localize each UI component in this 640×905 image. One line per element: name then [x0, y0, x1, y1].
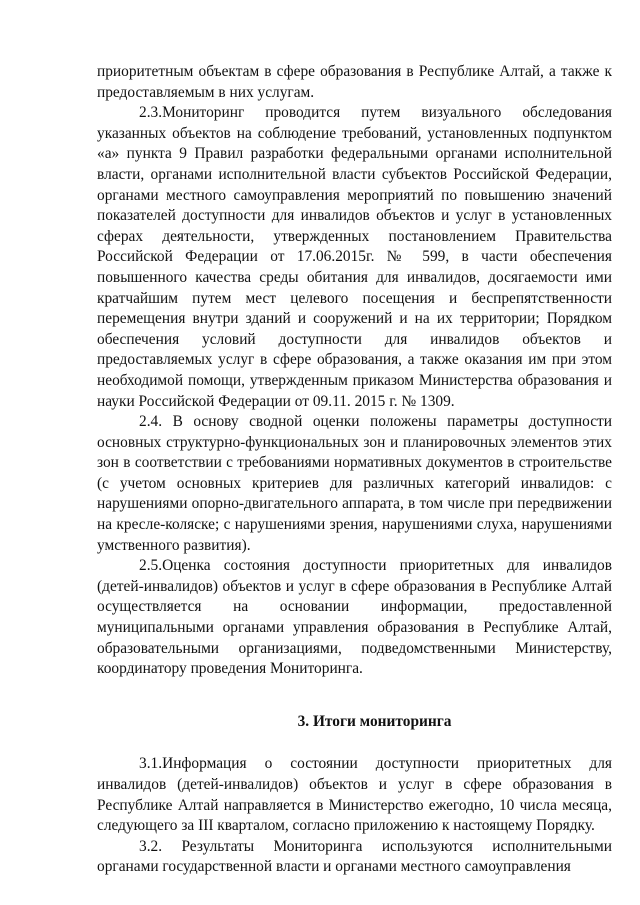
section-spacer — [97, 680, 612, 704]
paragraph-2-5: 2.5.Оценка состояния доступности приоритетных для инвалидов (детей-инвалидов) объектов и услуг в сфере образования в Республике Алтай осуществляется на основании информации, предоставленной муниципальными органами управления образования в Республике Алтай, образовательными организациями, подведомственными Министерству, координатору проведения Мониторинга. — [97, 557, 612, 678]
paragraph-3-1: 3.1.Информация о состоянии доступности приоритетных для инвалидов (детей-инвалидов) объектов и услуг в сфере образования в Республике Алтай направляется в Министерство ежегодно, 10 числа месяца, следующего за III кварталом, согласно приложению к настоящему Порядку. — [97, 755, 612, 835]
paragraph-2-3: 2.3.Мониторинг проводится путем визуального обследования указанных объектов на соблюдение требований, установленных подпунктом «а» пункта 9 Правил разработки федеральными органами исполнительной власти, органами исполнительной власти субъектов Российской Федерации, органами местного самоуправления мероприятий по повышению значений показателей доступности для инвалидов объектов и услуг в установленных сферах деятельности, утвержденных постановлением Правительства Российской Федерации от 17.06.2015г. № 599, в части обеспечения повышенного качества среды обитания для инвалидов, досягаемости ими кратчайшим путем мест целевого посещения и беспрепятственности перемещения внутри зданий и сооружений и на их территории; Порядком обеспечения условий доступности для инвалидов объектов и предоставляемых услуг в сфере образования, а также оказания им при этом необходимой помощи, утвержденным приказом Министерства образования и науки Российской Федерации от 09.11. 2015 г. № 1309. — [97, 104, 612, 410]
paragraph-3-2: 3.2. Результаты Мониторинга используются исполнительными органами государственной власти и органами местного самоуправления — [97, 837, 612, 876]
document-body — [97, 62, 612, 878]
section-heading: 3. Итоги мониторинга — [297, 712, 452, 730]
paragraph-continuation: приоритетным объектам в сфере образования в Республике Алтай, а также к предоставляемым в них услугам. — [97, 63, 612, 101]
paragraph-2-4: 2.4. В основу сводной оценки положены параметры доступности основных структурно-функциональных зон и планировочных элементов этих зон в соответствии с требованиями нормативных документов в строительстве (с учетом основных критериев для различных категорий инвалидов: с нарушениями опорно-двигательного аппарата, в том числе при передвижении на кресле-коляске; с нарушениями зрения, нарушениями слуха, нарушениями умственного развития). — [97, 413, 612, 554]
section-spacer — [97, 732, 612, 754]
